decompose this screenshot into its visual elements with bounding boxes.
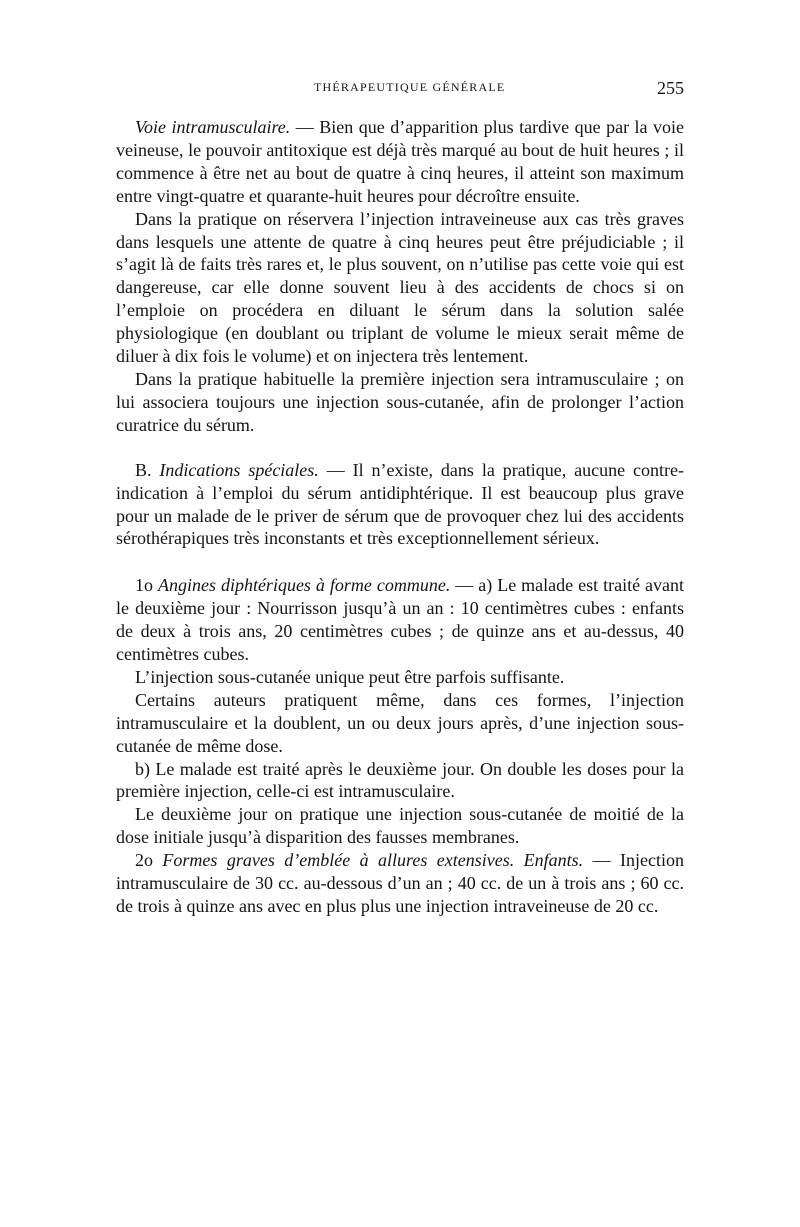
paragraph-text: Dans la pratique habituelle la première injection sera intramusculaire ; on lui associera toujours une injection sous-cutanée, afin de prolonger l’action curatrice du sérum. — [116, 368, 684, 435]
paragraph-prefix: B. — [135, 459, 160, 480]
paragraph-lead: Angines diphtériques à forme commune. — [157, 575, 451, 596]
paragraph-pratique-habituelle — [116, 368, 684, 437]
paragraph-text: — Injection intramusculaire de 30 cc. au-dessous d’un an ; 40 cc. de un à trois ans ; 60 cc. de trois à quinze ans avec en plus plus une injection intraveineuse de 20 cc. — [116, 850, 684, 916]
body-text — [116, 116, 684, 918]
paragraph-text: — Bien que d’apparition plus tardive que par la voie veineuse, le pouvoir antitoxique est déjà très marqué au bout de huit heures ; il commence à être net au bout de quatre à cinq heures, il atteint son maximum entre vingt-quatre et quarante-huit heures pour décroître ensuite. — [116, 117, 685, 206]
paragraph-injection-unique — [116, 666, 684, 689]
paragraph-voie-intramusculaire — [116, 116, 684, 208]
paragraph-text: — a) Le malade est traité avant le deuxième jour : Nourrisson jusqu’à un an : 10 centimètres cubes : enfants de deux à trois ans, 20 centimètres cubes ; de quinze ans et au-dessus, 40 centimètres cubes. — [116, 575, 685, 665]
paragraph-injection-intraveineuse — [116, 208, 684, 368]
paragraph-text: Le deuxième jour on pratique une injection sous-cutanée de moitié de la dose initiale jusqu’à disparition des fausses membranes. — [116, 804, 684, 848]
paragraph-angines-forme-commune — [116, 574, 684, 666]
paragraph-lead: Indications spéciales. — [159, 459, 319, 480]
paragraph-text: b) Le malade est traité après le deuxième jour. On double les doses pour la première injection, celle-ci est intramusculaire. — [116, 758, 684, 802]
running-head — [116, 78, 684, 98]
paragraph-text: — Il n’existe, dans la pratique, aucune contre-indication à l’emploi du sérum antidiphtérique. Il est beaucoup plus grave pour un malade de le priver de sérum que de provoquer chez lui des accidents sérothérapiques très inconstants et très exceptionnellement sérieux. — [116, 459, 684, 549]
paragraph-indications-speciales — [116, 459, 684, 551]
paragraph-deuxieme-jour — [116, 803, 684, 849]
paragraph-lead: Formes graves d’emblée à allures extensives. Enfants. — [162, 850, 584, 871]
running-title: THÉRAPEUTIQUE GÉNÉRALE — [314, 80, 506, 94]
paragraph-text: L’injection sous-cutanée unique peut être parfois suffisante. — [135, 666, 565, 687]
paragraph-prefix: 1o — [135, 575, 158, 596]
paragraph-text: Certains auteurs pratiquent même, dans ces formes, l’injection intramusculaire et la doublent, un ou deux jours après, d’une injection sous-cutanée de même dose. — [116, 689, 684, 756]
paragraph-text: Dans la pratique on réservera l’injection intraveineuse aux cas très graves dans lesquels une attente de quatre à cinq heures peut être préjudiciable ; il s’agit là de faits très rares et, le plus souvent, on n’utilise pas cette voie qui est dangereuse, car elle donne souvent lieu à des accidents de chocs si on l’emploie on procédera en diluant le sérum dans la solution salée physiologique (en doublant ou triplant de volume le mieux serait même de diluer à dix fois le volume) et on injectera très lentement. — [116, 208, 684, 367]
page-number: 255 — [657, 78, 684, 98]
paragraph-certains-auteurs — [116, 689, 684, 758]
paragraph-lead: Voie intramusculaire. — [135, 117, 291, 137]
paragraph-apres-deuxieme-jour — [116, 758, 684, 804]
paragraph-formes-graves — [116, 849, 684, 918]
paragraph-prefix: 2o — [135, 850, 163, 871]
